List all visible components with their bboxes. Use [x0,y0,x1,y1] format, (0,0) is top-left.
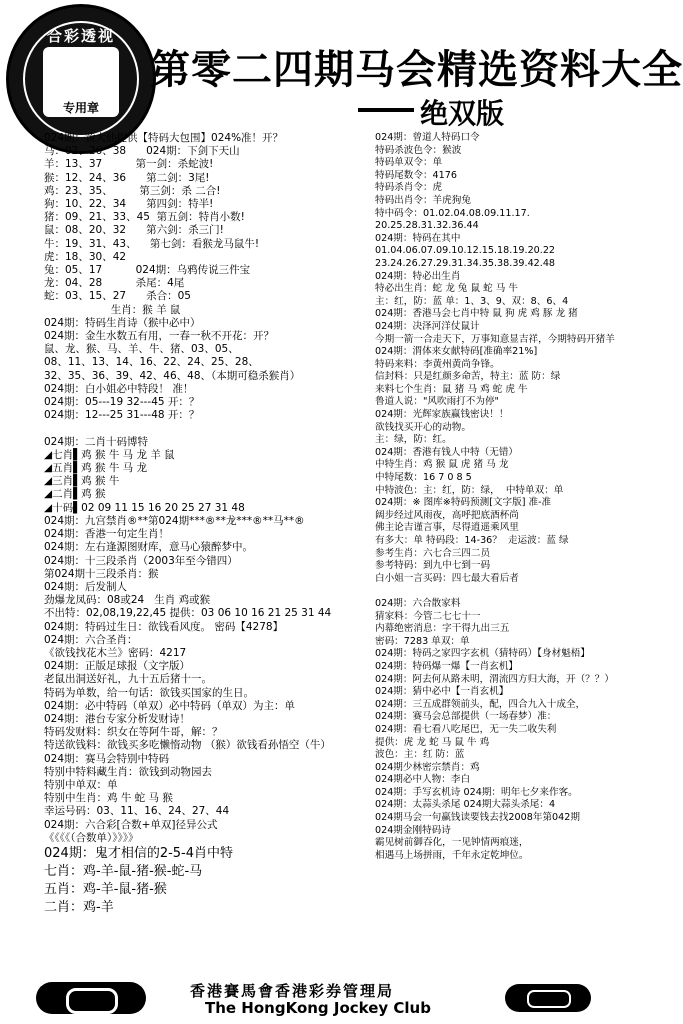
right-text-line: 024期：※ 图库※特码预测[文字版] 准-准 [375,497,552,509]
right-text-line: 霸见树前御吞化，一见钟情两痕迷， [375,837,529,849]
right-text-line: 特必出生肖：蛇 龙 兔 鼠 蛇 马 牛 [375,283,519,295]
left-text-line: 024期：六合彩[合数+单双]径异公式 [44,818,218,831]
footer-english: The HongKong Jockey Club [205,999,431,1017]
left-text-line: 猴：12、24、36 第二剑：3尾! [44,171,210,184]
right-text-line: 参考特码：到九中七到一码 [375,560,491,572]
right-text-line: 相遇马上场拼雨，千年永定乾坤位。 [375,849,529,861]
left-text-line: 第024期十三段杀肖：猴 [44,567,159,580]
right-text-line: 024期少林密宗禁肖：鸡 [375,761,480,773]
right-text-line: 024期：三五成群领前头，配，四合九入十成全， [375,698,586,710]
left-text-line: 《《《《（合数单）》》》》 [44,831,139,844]
left-column [44,132,344,917]
left-text-line: 024期：左右逢源图财库，意马心猿醉梦中。 [44,541,254,554]
left-text-line: ◢七肖▌鸡 猴 牛 马 龙 羊 鼠 [44,448,175,461]
right-text-line: 024期：手写玄机诗 024期：明年七夕来作客。 [375,786,578,798]
right-text-line [375,585,605,598]
left-text-line: 特码为单数，给一句话：欲钱买国家的生日。 [44,686,254,699]
right-text-line: 01.04.06.07.09.10.12.15.18.19.20.22 [375,245,556,257]
left-text-line: ◢二肖▌鸡 猴 [44,488,106,501]
right-text-line: 024期：香港马会七肖中特 鼠 狗 虎 鸡 豚 龙 猪 [375,308,578,320]
right-text-line: 特码杀波色令：猴波 [375,144,462,156]
seal-top-text: 合彩透视 [46,27,115,45]
left-text-line: 《欲钱找花木兰》密码：4217 [44,646,187,659]
seal-bottom-text: 专用章 [62,101,99,115]
left-text-line: 特别中特料藏生肖：欲钱到动物园去 [44,765,212,778]
left-text-line: 劲爆龙凤码：08或24 生肖 鸡或猴 [44,594,211,607]
right-text-line: 提供：虎 龙 蛇 马 鼠 牛 鸡 [375,736,490,748]
right-text-line: 024期：曾道人特码口令 [375,132,480,143]
right-text-line: 欲钱找买开心的动物。 [375,421,471,433]
left-text-line: 024期：正版足球报（文字版） [44,660,191,673]
right-text-line: 024期必中人物：李白 [375,774,471,786]
right-text-line: 阔步经过风雨夜，高呼把底酒杯尚 [375,509,519,521]
right-text-line: 024期：阿去何从路未明，渭流四方归大海，开（？？） [375,673,614,685]
right-text-line: 有多大：单 特码段：14-36？ 走运波：蓝 绿 [375,535,569,546]
right-text-line: 23.24.26.27.29.31.34.35.38.39.42.48 [375,257,556,269]
page-subtitle: 绝双版 [420,97,505,130]
right-text-line: 024期：猜中必中【一肖玄机】 [375,686,509,698]
left-text-line: ◢十码▌02 09 11 15 16 20 25 27 31 48 [44,501,245,514]
right-text-line: 密码：7283 单双：单 [375,635,470,647]
left-text-line: 幸运号码：03、11、16、24、27、44 [44,805,230,818]
right-text-line: 024期金刚特码诗 [375,824,451,836]
right-text-line: 猜家料：今管二七七十一 [375,610,481,622]
right-text-line: 024期：特码在其中 [375,232,461,244]
left-text-line: 虎：18、30、42 [44,250,127,263]
left-text-line: 猪：09、21、33、45 第五剑：特肖小数! [44,211,245,224]
lottery-logo-right-icon [505,984,591,1012]
subtitle-dash [358,108,414,112]
left-text-line: 五肖：鸡-羊-鼠-猪-猴 [44,881,167,897]
right-text-line: 024期：特码之家四字玄机（猜特码）【身材魁梧】 [375,648,590,660]
right-text-line: 佛主论吉谨言事，尽得逍遥乘风里 [375,522,519,534]
left-text-line: 特别中生肖：鸡 牛 蛇 马 猴 [44,792,173,805]
left-text-line: 024期：十三段杀肖（2003年至今错四） [44,554,238,567]
left-text-line: 牛：19、31、43、 第七剑：看猴龙马鼠牛! [44,237,260,250]
left-text-line: 024期：金生水数五有用，一春一秋不开花：开？ [44,330,275,343]
left-text-line: 龙：04、28 杀尾：4尾 [44,277,185,290]
left-text-line: 蛇：03、15、27 杀合：05 [44,290,191,303]
right-text-line: 内幕绝密消息：字干得九出三五 [375,623,510,635]
right-text-line: 024期：看七看八吃尾巴，无一失二收失利 [375,723,557,735]
right-text-line: 特码单双令：单 [375,157,443,169]
left-text-line: 马：02、26、38 024期：下剑下天山 [44,145,240,158]
right-text-line: 来料七个生肖：鼠 猪 马 鸡 蛇 虎 牛 [375,383,528,395]
left-text-line: 鸡：23、35、 第三剑：杀 二合! [44,184,221,197]
right-text-line: 特码尾数令：4176 [375,169,457,181]
right-text-line: 024期：特码爆一爆【一肖玄机】 [375,660,519,672]
right-text-line: 特码出肖令：羊虎狗兔 [375,194,471,206]
left-text-line: 鼠、龙、猴、马、羊、牛、猪、03、05、 [44,343,239,356]
right-text-line: 024期：香港有钱人中特（无错） [375,446,519,458]
right-text-line: 参考生肖：六七合三四二员 [375,547,491,559]
left-text-line: 不出特：02,08,19,22,45 提供：03 06 10 16 21 25 31 44 [44,607,332,620]
right-text-line: 中特波色：主：红，防：绿， 中特单双：单 [375,484,564,496]
left-text-line: 兔：05、17 024期：乌鸦传说三件宝 [44,264,251,277]
left-text-line: 024期：特码过生日：欲钱看风度。 密码【4278】 [44,620,284,633]
left-text-line: 024期：特码生肖诗（猴中必中） [44,316,201,329]
right-text-line: 024期：决泽河洋仗鼠计 [375,320,480,332]
left-text-line: 生肖：猴 羊 鼠 [44,303,181,316]
right-text-line: 鲁道人说："风吹雨打不为停" [375,396,499,408]
right-text-line: 主：红，防：蓝 单：1、3、9、双：8、6、4 [375,295,569,307]
left-text-line: 024期：鬼才相信的2-5-4肖中特 [44,845,234,861]
right-text-line: 中特生肖：鸡 猴 鼠 虎 猪 马 龙 [375,459,509,471]
left-text-line: 羊：13、37 第一剑：杀蛇波! [44,158,214,171]
left-text-line: 024期：赛马会特别中特码 [44,752,170,765]
left-text-line: 024期：必中特码（单双）必中特码（单双）为主：单 [44,699,296,712]
left-text-line: 024期：六合圣肖： [44,633,138,646]
left-text-line: 特送欲钱料：欲钱买多吃懒惰动物 （猴）欲钱看孙悟空（牛） [44,739,331,752]
right-text-line: 特码杀肖令：虎 [375,182,443,194]
left-text-line: 鼠：08、20、32 第六剑：杀三门! [44,224,224,237]
right-text-line: 20.25.28.31.32.36.44 [375,220,479,232]
right-text-line: 024期：赛马会总部提供（一场春梦）准： [375,711,557,723]
left-text-line: 08、11、13、14、16、22、24、25、28、 [44,356,259,369]
left-text-line: 024期：后发制人 [44,580,128,593]
right-text-line: 024期马会一句赢钱读要钱去找2008年第042期 [375,812,580,824]
left-text-line: 二肖：鸡-羊 [44,899,114,915]
left-text-line: 七肖：鸡-羊-鼠-猪-猴-蛇-马 [44,863,203,879]
left-text-line: 特码发财料：织女在等阿牛哥，解：？ [44,726,223,739]
right-text-line: 024期：特必出生肖 [375,270,461,282]
right-text-line: 今期一箭一合走天下，万事知意显吉祥，今期特码开猪羊 [375,333,615,345]
left-text-line: 024期：九宫禁肖®**第024期***®**龙***®**马**® [44,514,305,527]
left-text-line: 狗：10、22、34 第四剑：特半! [44,198,214,211]
left-text-line: 024期：港台专家分析发财诗！ [44,712,191,725]
left-text-line: 024期：白小姐必中特段！ 准！ [44,382,194,395]
right-text-line: 024期：六合散家料 [375,597,461,609]
right-column [375,132,615,862]
footer [0,972,609,1020]
right-text-line: 024期：光辉家族赢钱密诀！！ [375,409,509,421]
right-text-line: 中特尾数：16 7 0 8 5 [375,472,472,484]
right-text-line: 024期：渭体来女献特码[准确率21%] [375,346,538,358]
right-text-line: 主：绿，防：红。 [375,434,452,446]
footer-chinese: 香港賽馬會香港彩券管理局 [190,982,395,1000]
right-text-line: 特中码令：01.02.04.08.09.11.17. [375,207,530,219]
left-text-line: 024期：12---25 31---48 开：？ [44,409,200,422]
left-text-line: ◢三肖▌鸡 猴 牛 [44,475,120,488]
left-text-line: ◢五肖▌鸡 猴 牛 马 龙 [44,462,148,475]
left-text-line: 024期：05---19 32---45 开：？ [44,396,200,409]
right-text-line: 信封料：只是红颜多命苦，特主：蓝 防：绿 [375,371,561,383]
right-text-line: 特码来料：李黄州黄尚争锋。 [375,358,500,370]
page-title: 第零二四期马会精选资料大全 [150,47,683,93]
left-text-line: 024期：二肖十码博特 [44,435,149,448]
left-text-line: 特别中单双：单 [44,778,118,791]
right-text-line: 白小姐一言买码：四七最大看后者 [375,572,519,584]
left-text-line: 老鼠出洞送好礼，九十五后猪十一。 [44,673,212,686]
jockey-logo-left-icon [36,982,146,1014]
left-text-line: 024期：香港一句定生肖！ [44,528,170,541]
right-text-line: 波色：主：红 防：蓝 [375,749,465,761]
right-text-line: 024期：太蒜头杀尾 024期大蒜头杀尾：4 [375,799,556,811]
left-text-line [44,422,344,435]
left-text-line: 024期：黄大仙提供【特码大包围】024%准！开？ [44,132,284,144]
left-text-line: 32、35、36、39、42、46、48、（本期可稳杀猴肖） [44,369,301,382]
